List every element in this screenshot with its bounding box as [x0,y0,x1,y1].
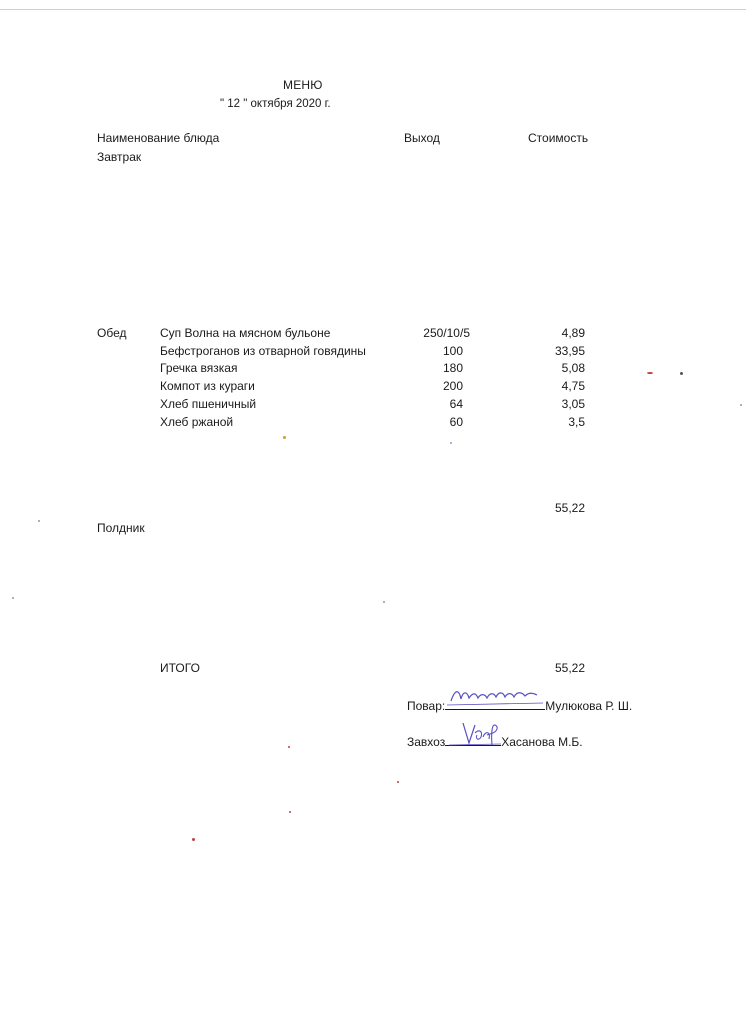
menu-date: " 12 " октября 2020 г. [220,98,331,110]
cook-signature-line [445,697,545,710]
section-lunch: Обед [97,326,127,340]
dish-cost: 3,05 [561,397,585,411]
dish-yield: 200 [442,379,463,393]
column-header-yield: Выход [404,131,440,145]
scan-speck [383,601,385,603]
scan-speck [12,597,14,599]
scan-speck [288,746,290,748]
menu-title: МЕНЮ [283,78,323,92]
cook-signature-row [407,697,632,713]
dish-name: Суп Волна на мясном бульоне [160,326,331,340]
cook-label: Повар: [407,699,446,713]
lunch-subtotal: 55,22 [554,501,585,515]
dish-name: Хлеб ржаной [160,415,234,429]
scan-speck [740,404,742,406]
page-top-edge [0,9,746,10]
dish-yield: 180 [442,361,463,375]
section-breakfast: Завтрак [97,150,142,164]
scan-speck [397,781,399,783]
total-value: 55,22 [554,661,585,675]
supply-signature-row [407,733,583,749]
cook-handwritten-signature [445,683,545,709]
cook-name: Мулюкова Р. Ш. [545,699,633,713]
dish-name: Компот из кураги [160,379,255,393]
dish-cost: 5,08 [561,361,585,375]
scan-speck [647,372,653,374]
scan-speck [450,442,452,444]
dish-cost: 4,75 [561,379,585,393]
scan-speck [283,436,286,439]
column-header-dish: Наименование блюда [97,131,220,145]
scan-speck [680,372,683,375]
dish-yield: 60 [449,415,463,429]
total-label: ИТОГО [160,661,200,675]
supply-label: Завхоз [407,735,446,749]
dish-yield: 100 [442,344,463,358]
dish-name: Гречка вязкая [160,361,238,375]
section-snack: Полдник [97,521,145,535]
dish-cost: 3,5 [568,415,585,429]
supply-signature-line [445,733,501,746]
column-header-cost: Стоимость [528,131,589,145]
supply-handwritten-signature [445,719,505,749]
scan-speck [38,520,40,522]
dish-cost: 4,89 [561,326,585,340]
dish-yield: 250/10/5 [423,326,470,340]
dish-name: Хлеб пшеничный [160,397,257,411]
scan-speck [192,838,195,841]
dish-yield: 64 [449,397,463,411]
scan-speck [289,811,291,813]
dish-cost: 33,95 [554,344,585,358]
supply-name: Хасанова М.Б. [501,735,583,749]
dish-name: Бефстроганов из отварной говядины [160,344,366,358]
